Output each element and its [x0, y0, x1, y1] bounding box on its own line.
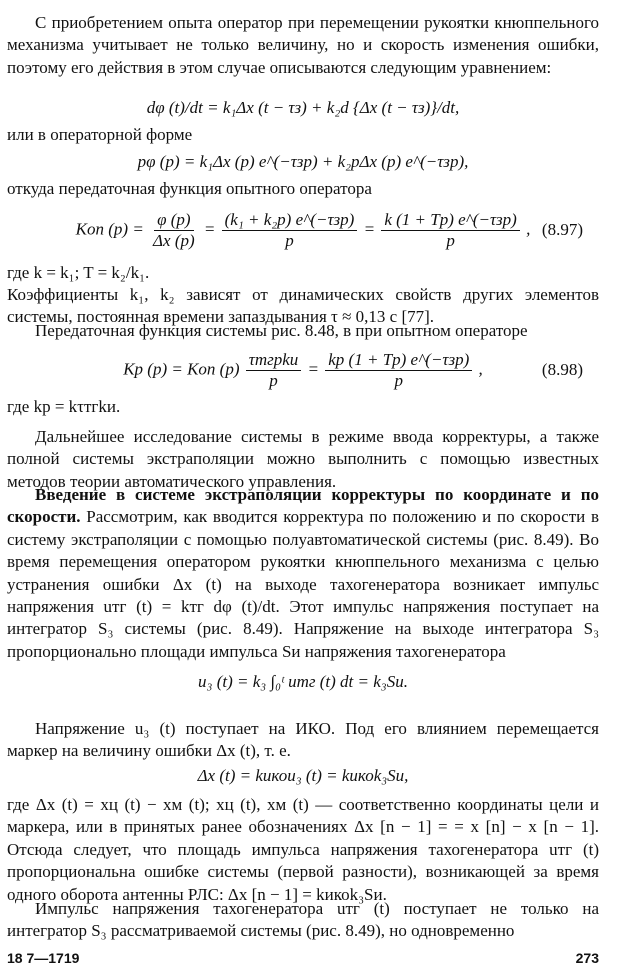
- paragraph-3: Передаточная функция системы рис. 8.48, в при опытном операторе: [35, 321, 528, 340]
- eq4-comma: ,: [478, 359, 483, 379]
- eq3-fraction-3-denominator: p: [446, 231, 455, 250]
- eq4-equals: =: [307, 359, 320, 379]
- paragraph-7: где Δx (t) = xц (t) − xм (t); xц (t), xм (t) — соответственно координаты цели и маркера, или в принятых ранее обозначениях Δx [n − 1] = = x [n] − x [n − 1]. Отсюда следует, что площадь импульса напряжения тахогенератора uтг (t) пропорциональна ошибке системы (первой разности), возникающей за время одного оборота антенны РЛС: Δx [n − 1] = kикоk₃Sи.: [7, 795, 599, 904]
- equation-1: dφ (t)/dt = k₁Δx (t − τз) + k₂d {Δx (t − τз)}/dt,: [146, 98, 460, 117]
- line-where-2: где kр = kτтгkи.: [7, 397, 121, 416]
- eq4-fraction-1-numerator: τтгpkи: [246, 350, 302, 371]
- line-where-1: где k = k₁; T = k₂/k₁.: [7, 263, 150, 282]
- paragraph-5: [7, 484, 599, 663]
- eq4-fraction-1: [246, 350, 302, 391]
- equation-number-8-97: (8.97): [541, 220, 583, 239]
- paragraph-8: Импульс напряжения тахогенератора uтг (t) поступает не только на интегратор S₃ рассматриваемой системы (рис. 8.49), но одновременно: [7, 899, 599, 941]
- eq3-fraction-2-denominator: p: [285, 231, 294, 250]
- eq3-equals-1: =: [203, 219, 216, 239]
- eq3-comma: ,: [526, 219, 531, 239]
- line-operator-form: или в операторной форме: [7, 125, 193, 144]
- equation-marker: Δx (t) = kикоu₃ (t) = kикоk₃Sи,: [197, 766, 409, 785]
- eq3-equals-2: =: [363, 219, 376, 239]
- eq4-fraction-2: [325, 350, 472, 391]
- eq4-fraction-2-denominator: p: [394, 371, 404, 390]
- eq3-fraction-2: [222, 210, 358, 251]
- eq3-fraction-3-numerator: k (1 + Tp) e^(−τзp): [381, 210, 520, 231]
- paragraph-4: Дальнейшее исследование системы в режиме ввода корректуры, а также полной системы экстраполяции можно выполнить с помощью известных методов теории автоматического управления.: [7, 427, 599, 491]
- equation-integral: u₃ (t) = k₃ ∫₀ᵗ uтг (t) dt = k₃Sи.: [198, 672, 408, 691]
- equation-8-97: [7, 210, 599, 251]
- eq3-lhs: Kоп (p) =: [75, 219, 144, 239]
- footer-signature: 18 7—1719: [7, 950, 80, 966]
- eq3-fraction-2-numerator: (k₁ + k₂p) e^(−τзp): [222, 210, 358, 231]
- paragraph-1: С приобретением опыта оператор при перемещении рукоятки кнюппельного механизма учитывает не только величину, но и скорость изменения ошибки, поэтому его действия в этом случае описываются следующим уравнением:: [7, 13, 599, 77]
- page-number: 273: [575, 950, 599, 966]
- paragraph-2: Коэффициенты k₁, k₂ зависят от динамических свойств других элементов системы, постоянная времени запаздывания τ ≈ 0,13 с [77].: [7, 285, 599, 327]
- equation-8-98: [7, 350, 599, 391]
- paragraph-6: Напряжение u₃ (t) поступает на ИКО. Под его влиянием перемещается маркер на величину ошибки Δx (t), т. е.: [7, 719, 599, 761]
- eq4-fraction-2-numerator: kр (1 + Tp) e^(−τзp): [325, 350, 472, 371]
- eq3-fraction-1: [150, 210, 198, 251]
- eq3-fraction-3: [381, 210, 520, 251]
- eq3-fraction-1-denominator: Δx (p): [153, 231, 195, 250]
- paragraph-5-heading: Введение в системе экстраполяции корректуры по координате и по скорости.: [7, 485, 599, 527]
- eq3-fraction-1-numerator: φ (p): [154, 210, 193, 231]
- eq4-lhs: Kр (p) = Kоп (p): [123, 359, 240, 379]
- equation-number-8-98: (8.98): [541, 360, 583, 379]
- paragraph-5-body: Рассмотрим, как вводится корректура по положению и по скорости в систему экстраполяции с помощью полуавтоматической системы (рис. 8.49). Во время перемещения оператором рукоятки кнюппельного механизма с целью устранения ошибки Δx (t) на выходе тахогенератора возникает импульс напряжения uтг (t) = kтг dφ (t)/dt. Этот импульс напряжения поступает на интегратор S₃ системы (рис. 8.49). Напряжение на выходе интегратора S₃ пропорционально площади импульса Sи напряжения тахогенератора: [7, 507, 599, 661]
- equation-2: pφ (p) = k₁Δx (p) e^(−τзp) + k₂pΔx (p) e^(−τзp),: [137, 152, 469, 171]
- eq4-fraction-1-denominator: p: [269, 371, 278, 390]
- line-transfer-function: откуда передаточная функция опытного оператора: [7, 179, 372, 198]
